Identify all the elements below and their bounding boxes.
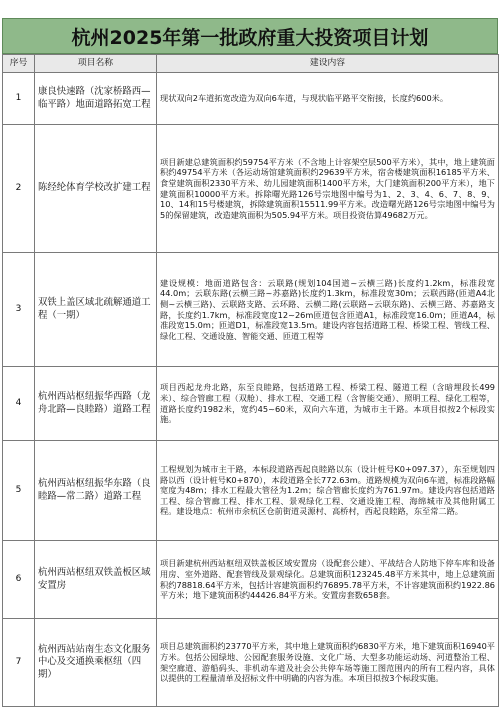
row-name: 杭州西站枢纽振华西路（龙舟北路—良睦路）道路工程 <box>35 367 157 441</box>
row-name: 杭州西站站南生态文化服务中心及交通换乘枢纽（四期） <box>35 619 157 707</box>
column-header-no: 序号 <box>3 55 35 73</box>
table-row <box>3 541 499 619</box>
column-header-name: 项目名称 <box>35 55 157 73</box>
row-name: 杭州西站枢纽振华东路（良睦路—常二路）道路工程 <box>35 441 157 541</box>
row-no: 7 <box>3 619 35 707</box>
row-content: 工程规划为城市主干路，本标段道路西起良睦路以东（设计桩号K0+097.37），东至规划四路以西（设计桩号K0+870），本段道路全长772.63m。道路规模为双向6车道，标准段路幅宽度为48m；排水工程最大管径为1.2m；综合管廊长度约为761.97m。建设内容包括道路工程、综合管廊工程、排水工程、景观绿化工程、交通设施工程、海绵城市及其他附属工程。建设地点：杭州市余杭区仓前街道灵源村、高桥村，西起良睦路，东至常二路。 <box>157 441 499 541</box>
table-row <box>3 253 499 367</box>
table-row <box>3 125 499 253</box>
table-row <box>3 619 499 707</box>
row-name: 陈经纶体育学校改扩建工程 <box>35 125 157 253</box>
table-row <box>3 73 499 125</box>
column-header-content: 建设内容 <box>157 55 499 73</box>
row-content: 项目新建杭州西站枢纽双铁盖板区域安置房（设配套公建）、平战结合人防地下停车库和设备用房、室外道路、配套管线及景观绿化。总建筑面积123245.48平方米其中，地上总建筑面积约78818.64平方米，包括计容建筑面积约76895.78平方米，不计容建筑面积约1922.86平方米；地下建筑面积约44426.84平方米。安置房套数658套。 <box>157 541 499 619</box>
row-content: 现状双向2车道拓宽改造为双向6车道，与现状临平路平交衔接，长度约600米。 <box>157 73 499 125</box>
row-content: 项目总建筑面积约23770平方米，其中地上建筑面积约6830平方米，地下建筑面积16940平方米。包括公园绿地、公园配套服务设施、文化广场、大型多功能运动场、河道整治工程、架空廊道、游船码头、非机动车道及社会公共停车场等施工图范围内的所有工程内容，具体以提供的工程量清单及招标文件中明确的内容为准。本项目拟按3个标段实施。 <box>157 619 499 707</box>
row-no: 2 <box>3 125 35 253</box>
project-table <box>2 54 499 707</box>
document-sheet <box>2 0 498 707</box>
row-no: 4 <box>3 367 35 441</box>
row-no: 6 <box>3 541 35 619</box>
row-name: 双铁上盖区域北疏解通道工程（一期） <box>35 253 157 367</box>
row-no: 1 <box>3 73 35 125</box>
row-content: 项目西起龙舟北路，东至良睦路，包括道路工程、桥梁工程、隧道工程（含暗埋段长499米）、综合管廊工程（双舱）、排水工程、交通工程（含智能交通）、照明工程、绿化工程等，道路长度约1982米，宽约45~60米，双向六车道，为城市主干路。本项目拟按2个标段实施。 <box>157 367 499 441</box>
row-no: 3 <box>3 253 35 367</box>
table-header-row <box>3 55 499 73</box>
row-content: 建设规模：地面道路包含：云联路(规划104国道~云横三路)长度约1.2km，标准段宽44.0m；云联东路(云横三路~苏嘉路)长度约1.3km，标准段宽30m；云联西路(匝道A4北侧~云横三路)、云联路支路、云环路、云横二路(云联路~云联东路)、云横三路、苏嘉路支路，长度约1.7km，标准段宽度12~26m匝道包含匝道A1，标准段宽16.0m；匝道A4，标准段宽15.0m；匝道D1，标准段宽13.5m。建设内容包括道路工程、桥梁工程、管线工程、绿化工程、交通设施、智能交通、匝道工程等 <box>157 253 499 367</box>
table-row <box>3 441 499 541</box>
row-no: 5 <box>3 441 35 541</box>
table-row <box>3 367 499 441</box>
row-content: 项目新建总建筑面积约59754平方米（不含地上计容架空层500平方米），其中，地上建筑面积约49754平方米（各运动场馆建筑面积约29639平方米，宿舍楼建筑面积16185平方米、食堂建筑面积2330平方米、幼儿园建筑面积1400平方米，大门建筑面积200平方米），地下建筑面积10000平方米。拆除曙光路126号宗地图中编号为1、2、3、4、6、7、8、9、10、14和15号楼建筑，拆除建筑面积15511.99平方米。改造曙光路126号宗地图中编号为5的保留建筑，改造建筑面积为505.94平方米。项目投资估算49682万元。 <box>157 125 499 253</box>
row-name: 杭州西站枢纽双铁盖板区域安置房 <box>35 541 157 619</box>
row-name: 康良快速路（沈家桥路西—临平路）地面道路拓宽工程 <box>35 73 157 125</box>
page-title: 杭州2025年第一批政府重大投资项目计划 <box>2 18 498 54</box>
